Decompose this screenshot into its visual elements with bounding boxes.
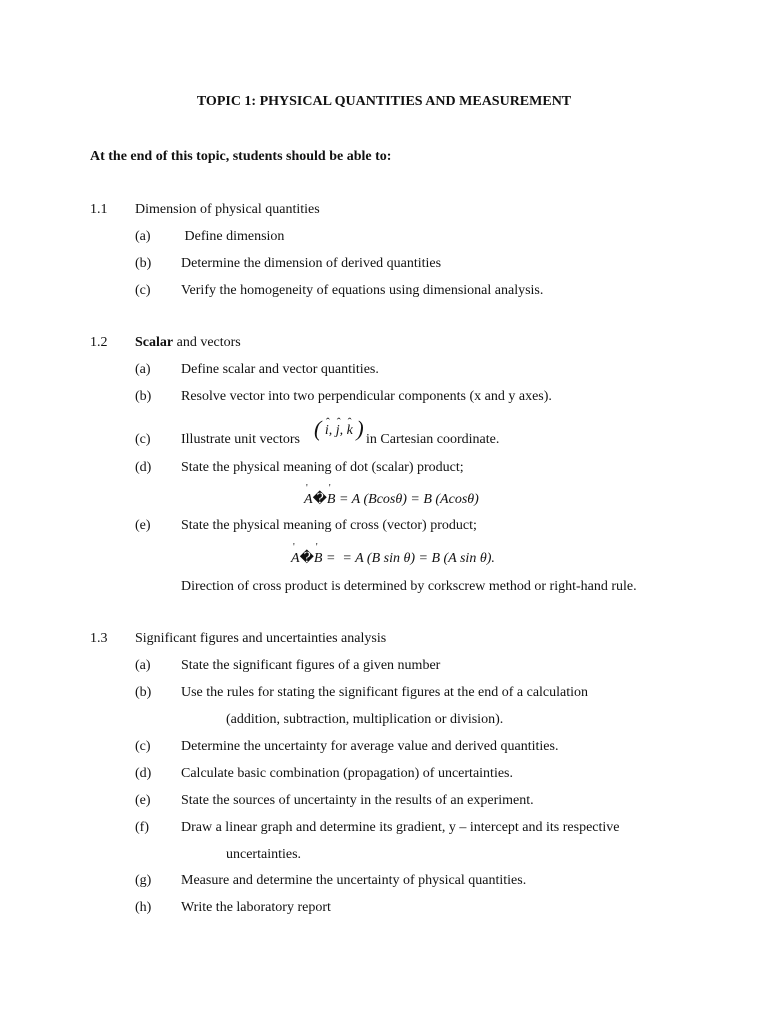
item-text: Define scalar and vector quantities. [181,362,379,377]
equation-text: = A (Bcosθ) = B (Acosθ) [338,492,479,507]
item-text: Determine the uncertainty for average value and derived quantities. [181,739,559,754]
vector-b: ' B [314,551,323,567]
item-text: Illustrate unit vectors [181,432,300,447]
unit-vector-expression: ( i ˆ, j ˆ, k ˆ ) [314,416,364,442]
item-label: (b) [135,685,152,700]
section-number: 1.3 [90,631,108,646]
equation-text: = = A (B sin θ) = B (A sin θ). [325,551,495,566]
item-note: Direction of cross product is determined by corkscrew method or right-hand rule. [181,579,637,594]
section-heading [135,335,241,351]
item-text-tail: in Cartesian coordinate. [366,432,500,447]
item-label: (c) [135,283,151,298]
item-text: Calculate basic combination (propagation) of uncertainties. [181,766,513,781]
item-label: (a) [135,362,151,377]
item-text: Use the rules for stating the significant figures at the end of a calculation [181,685,589,700]
cross-product-equation [291,551,495,567]
item-label: (a) [135,229,151,244]
item-label: (c) [135,739,151,754]
unit-vector-j: j ˆ [336,420,340,442]
vector-a: ' A [291,551,300,567]
unit-vector-i: i ˆ [325,420,329,442]
item-text: Measure and determine the uncertainty of physical quantities. [181,873,527,888]
item-text-continued: (addition, subtraction, multiplication or division). [226,712,504,727]
item-label: (c) [135,432,151,447]
product-glyph: � [312,492,327,507]
vector-b: ' B [327,492,336,508]
dot-product-equation [304,492,479,508]
vector-a: ' A [304,492,313,508]
intro-text: At the end of this topic, students should be able to: [90,149,392,164]
item-text: State the sources of uncertainty in the results of an experiment. [181,793,534,808]
item-label: (d) [135,460,152,475]
item-text: Write the laboratory report [181,900,331,915]
item-label: (b) [135,389,152,404]
section-number: 1.1 [90,202,108,217]
item-text-continued: uncertainties. [226,847,302,862]
item-text: State the physical meaning of dot (scalar) product; [181,460,464,475]
unit-vector-k: k ˆ [347,420,353,442]
item-label: (f) [135,820,149,835]
item-label: (e) [135,518,151,533]
heading-rest: and vectors [173,335,241,350]
item-text: Define dimension [181,229,285,244]
section-heading: Significant figures and uncertainties analysis [135,631,387,646]
item-label: (b) [135,256,152,271]
item-text: Verify the homogeneity of equations using dimensional analysis. [181,283,544,298]
item-label: (g) [135,873,152,888]
item-text: State the physical meaning of cross (vector) product; [181,518,477,533]
item-label: (e) [135,793,151,808]
item-label: (a) [135,658,151,673]
item-text: Determine the dimension of derived quantities [181,256,442,271]
page-title: TOPIC 1: PHYSICAL QUANTITIES AND MEASUREMENT [196,94,572,109]
section-heading: Dimension of physical quantities [135,202,320,217]
section-number: 1.2 [90,335,108,350]
item-label: (h) [135,900,152,915]
heading-bold-word: Scalar [135,335,174,350]
product-glyph: � [299,551,314,566]
item-label: (d) [135,766,152,781]
item-text: Resolve vector into two perpendicular components (x and y axes). [181,389,552,404]
item-text: State the significant figures of a given number [181,658,441,673]
item-text: Draw a linear graph and determine its gradient, y – intercept and its respective [181,820,620,835]
